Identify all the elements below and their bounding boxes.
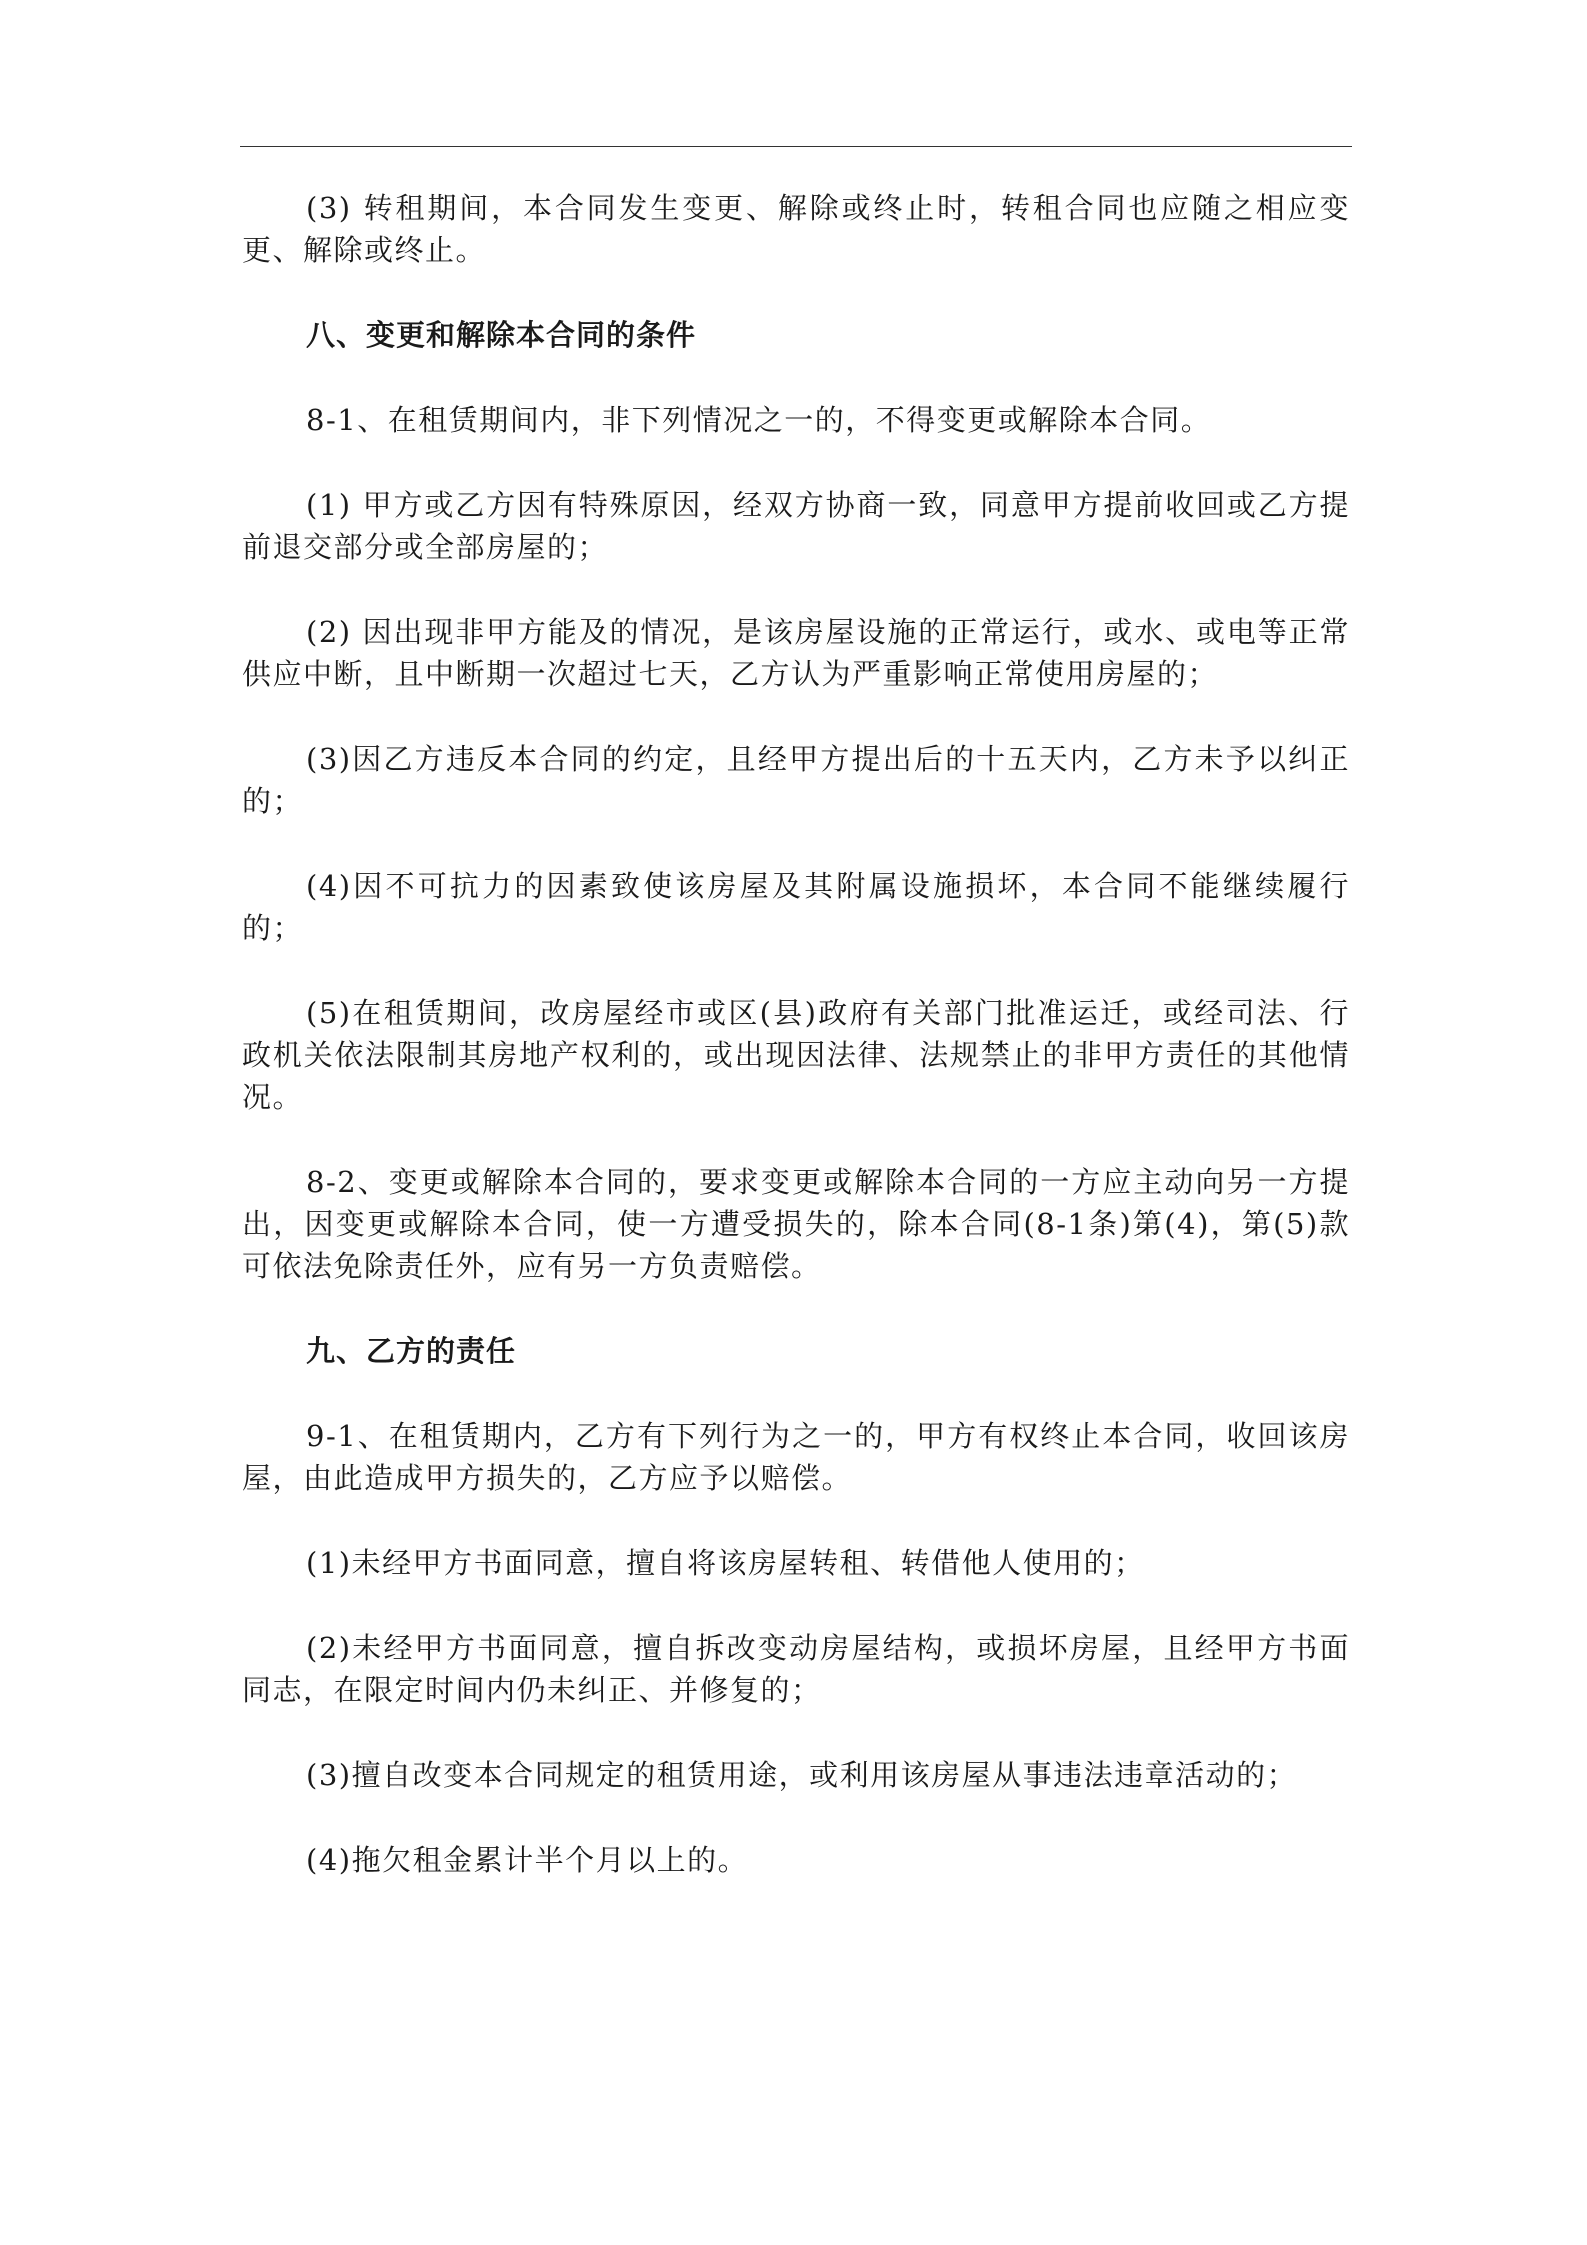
- clause-9-1-item-1: (1)未经甲方书面同意，擅自将该房屋转租、转借他人使用的；: [306, 1546, 1145, 1580]
- section-heading-9: 九、乙方的责任: [306, 1334, 517, 1368]
- section-heading-8: 八、变更和解除本合同的条件: [306, 318, 697, 352]
- clause-9-1-item-4: (4)拖欠租金累计半个月以上的。: [306, 1843, 749, 1877]
- clause-9-1: 9-1、在租赁期内，乙方有下列行为之一的，甲方有权终止本合同，收回该房屋，由此造成甲方损失的，乙方应予以赔偿。: [242, 1419, 1350, 1495]
- clause-8-2: 8-2、变更或解除本合同的，要求变更或解除本合同的一方应主动向另一方提出，因变更或解除本合同，使一方遭受损失的，除本合同(8-1条)第(4)，第(5)款可依法免除责任外，应有另一方负责赔偿。: [242, 1165, 1350, 1283]
- clause-8-1-item-3: (3)因乙方违反本合同的约定，且经甲方提出后的十五天内，乙方未予以纠正的；: [242, 742, 1350, 818]
- clause-8-1-item-2: (2) 因出现非甲方能及的情况，是该房屋设施的正常运行，或水、或电等正常供应中断，且中断期一次超过七天，乙方认为严重影响正常使用房屋的；: [242, 615, 1350, 691]
- clause-8-1: 8-1、在租赁期间内，非下列情况之一的，不得变更或解除本合同。: [306, 403, 1212, 437]
- document-body: [242, 187, 1350, 1924]
- clause-8-1-item-1: (1) 甲方或乙方因有特殊原因，经双方协商一致，同意甲方提前收回或乙方提前退交部分或全部房屋的；: [242, 488, 1350, 564]
- clause-9-1-item-3: (3)擅自改变本合同规定的租赁用途，或利用该房屋从事违法违章活动的；: [306, 1758, 1298, 1792]
- clause-9-1-item-2: (2)未经甲方书面同意，擅自拆改变动房屋结构，或损坏房屋，且经甲方书面同志，在限定时间内仍未纠正、并修复的；: [242, 1631, 1350, 1707]
- header-rule: [240, 146, 1352, 147]
- clause-8-1-item-4: (4)因不可抗力的因素致使该房屋及其附属设施损坏，本合同不能继续履行的；: [242, 869, 1350, 945]
- clause-8-1-item-5: (5)在租赁期间，改房屋经市或区(县)政府有关部门批准运迁，或经司法、行政机关依法限制其房地产权利的，或出现因法律、法规禁止的非甲方责任的其他情况。: [242, 996, 1350, 1114]
- paragraph-sublease-changes: (3) 转租期间，本合同发生变更、解除或终止时，转租合同也应随之相应变更、解除或终止。: [242, 191, 1350, 267]
